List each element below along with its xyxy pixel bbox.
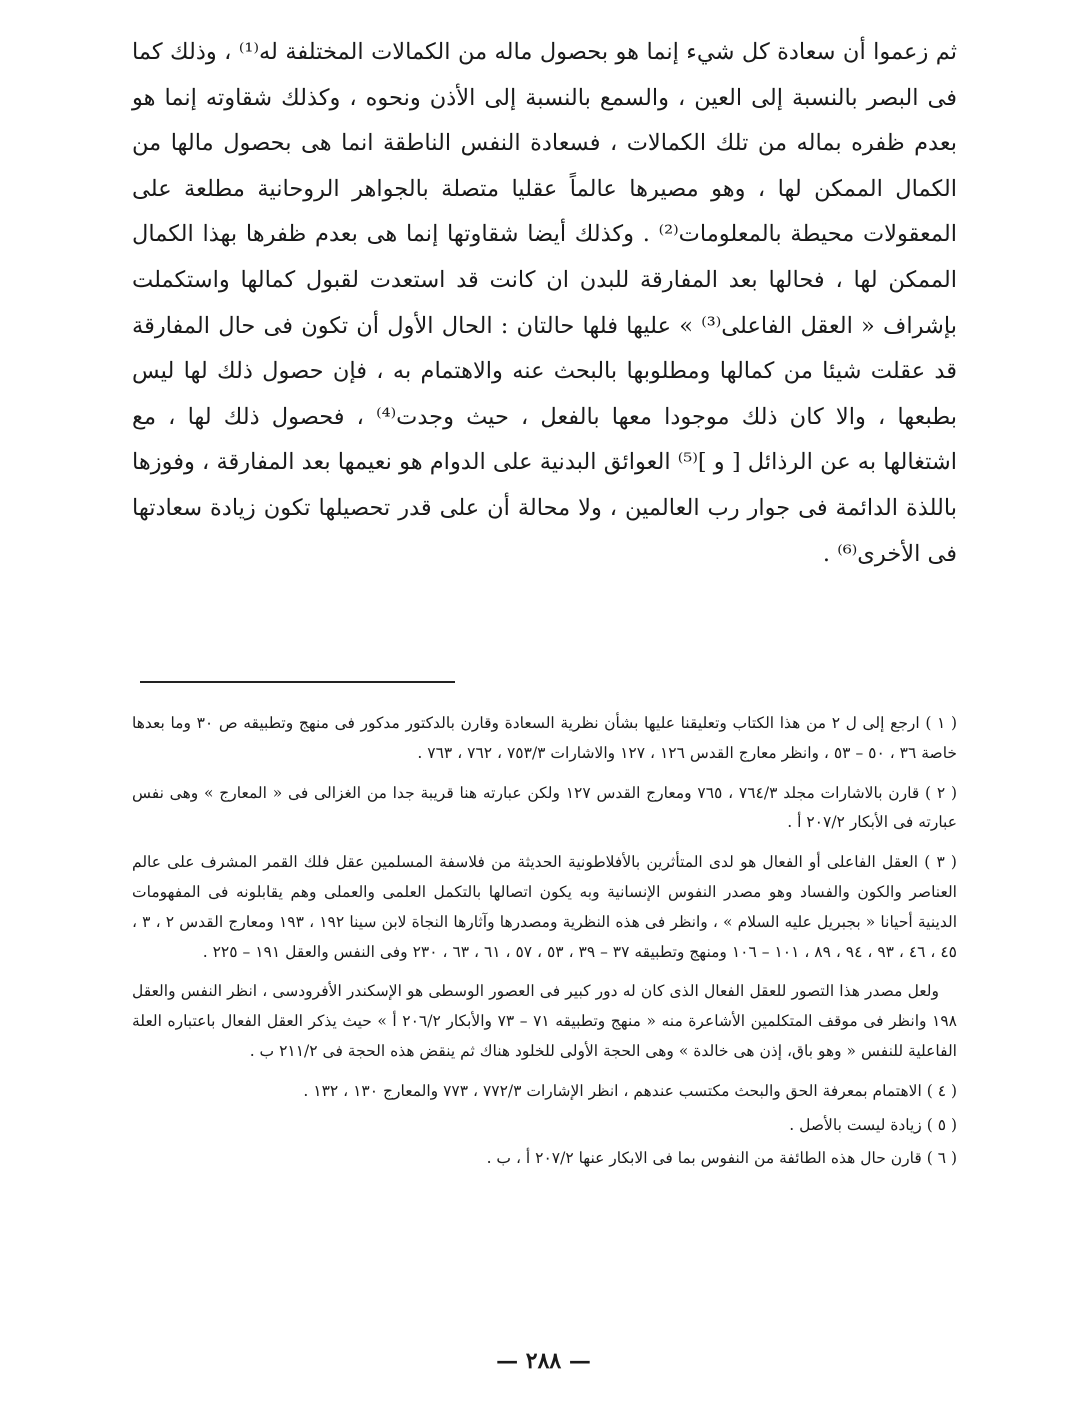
- footnote-separator: [140, 681, 455, 683]
- footnote-4: ( ٤ ) الاهتمام بمعرفة الحق والبحث مكتسب عندهم ، انظر الإشارات ٧٧٢/٣ ، ٧٧٣ والمعارج ١٣٠ ، ١٣٢ .: [303, 1081, 957, 1100]
- footnote-1: ( ١ ) ارجع إلى ل ٢ من هذا الكتاب وتعليقنا عليها بشأن نظرية السعادة وقارن بالدكتور مدكور فى منهج وتطبيقه ص ٣٠ وما بعدها خاصة ٣٦ ، ٥٠ – ٥٣ ، وانظر معارج القدس ١٢٦ ، ١٢٧ والاشارات ٧٥٣/٣ ، ٧٦٢ ، ٧٦٣ .: [132, 714, 957, 762]
- footnote-5: ( ٥ ) زيادة ليست بالأصل .: [789, 1115, 957, 1134]
- footnote-6: ( ٦ ) قارن حال هذه الطائفة من النفوس بما فى الابكار عنها ٢٠٧/٢ أ ، ب .: [486, 1149, 957, 1168]
- footnotes: [132, 709, 957, 1178]
- page-number: — ٢٨٨ —: [496, 1348, 591, 1374]
- main-paragraph: ثم زعموا أن سعادة كل شيء إنما هو بحصول ماله من الكمالات المختلفة له⁽¹⁾ ، وذلك كما فى البصر بالنسبة إلى العين ، والسمع بالنسبة إلى الأذن ونحوه ، وكذلك شقاوته إنما هو بعدم ظفره بماله من تلك الكمالات ، فسعادة النفس الناطقة انما هى بحصول مالها من الكمال الممكن لها ، وهو مصيرها عالماً عقليا متصلة بالجواهر الروحانية مطلعة على المعقولات محيطة بالمعلومات⁽²⁾ . وكذلك أيضا شقاوتها إنما هى بعدم ظفرها بهذا الكمال الممكن لها ، فحالها بعد المفارقة للبدن ان كانت قد استعدت لقبول كمالها واستكملت بإشراف « العقل الفاعلى⁽³⁾ » عليها فلها حالتان : الحال الأول أن تكون فى حال المفارقة قد عقلت شيئا من كمالها ومطلوبها بالبحث عنه والاهتمام به ، فإن حصول ذلك لها ليس بطبعها ، والا كان ذلك موجودا معها بالفعل ، حيث وجدت⁽⁴⁾ ، فحصول ذلك لها ، مع اشتغالها به عن الرذائل [ و ]⁽⁵⁾ العوائق البدنية على الدوام هو نعيمها بعد المفارقة ، وفوزها باللذة الدائمة فى جوار رب العالمين ، ولا محالة أن على قدر تحصيلها تكون زيادة سعادتها فى الأخرى⁽⁶⁾ .: [132, 39, 957, 567]
- footnote-3-continuation: ولعل مصدر هذا التصور للعقل الفعال الذى كان له دور كبير فى العصور الوسطى هو الإسكندر الأفرودسى ، انظر النفس والعقل ١٩٨ وانظر فى موقف المتكلمين الأشاعرة منه « منهج وتطبيقه ٧١ – ٧٣ والأبكار ٢٠٦/٢ أ » حيث يذكر العقل الفعال باعتباره العلة الفاعلية للنفس « وهو باق، إذن هى خالدة » وهى الحجة الأولى للخلود هناك ثم ينقض هذه الحجة فى ٢١١/٢ ب .: [132, 982, 957, 1060]
- main-text-block: [132, 30, 957, 577]
- footnote-3: ( ٣ ) العقل الفاعلى أو الفعال هو لدى المتأثرين بالأفلاطونية الحديثة من فلاسفة المسلمين عقل فلك القمر المشرف على عالم العناصر والكون والفساد وهو مصدر النفوس الإنسانية وبه يكون اتصالها بالتكمل العلمى والعملى وهم يقابلونه فى المفهومات الدينية أحيانا « بجبريل عليه السلام » ، وانظر فى هذه النظرية ومصدرها وآثارها النجاة لابن سينا ١٩٢ ، ١٩٣ ومعارج القدس ٢ ، ٣ ، ٤٥ ، ٤٦ ، ٩٣ ، ٩٤ ، ٨٩ ، ١٠١ – ١٠٦ ومنهج وتطبيقه ٣٧ – ٣٩ ، ٥٣ ، ٥٧ ، ٦١ ، ٦٣ ، ٢٣٠ وفى النفس والعقل ١٩١ – ٢٢٥ .: [132, 853, 958, 961]
- footnote-2: ( ٢ ) قارن بالاشارات مجلد ٧٦٤/٣ ، ٧٦٥ ومعارج القدس ١٢٧ ولكن عبارته هنا قريبة جدا من الغزالى فى « المعارج » وهى نفس عبارته فى الأبكار ٢٠٧/٢ أ .: [132, 783, 957, 832]
